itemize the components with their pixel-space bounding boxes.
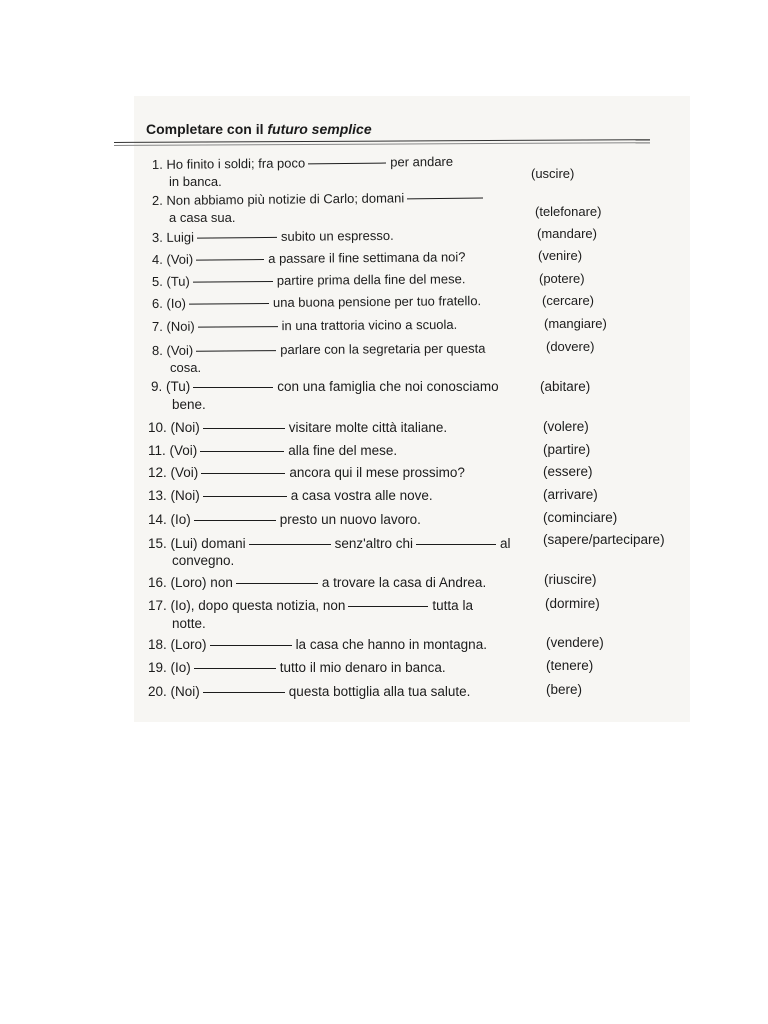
exercise-16	[148, 575, 486, 590]
answer-blank[interactable]	[200, 451, 284, 452]
exercise-number: 14.	[148, 512, 167, 527]
exercise-text: (Io)	[166, 295, 187, 311]
exercise-3	[152, 228, 394, 245]
exercise-number: 18.	[148, 637, 167, 652]
exercise-12	[148, 465, 465, 480]
exercise-text: (Tu)	[166, 273, 190, 289]
exercise-7-verb: (mangiare)	[544, 316, 607, 331]
exercise-1-continuation: in banca.	[169, 174, 222, 189]
answer-blank[interactable]	[189, 303, 269, 305]
exercise-text: (Io)	[170, 660, 191, 675]
exercise-2-continuation: a casa sua.	[169, 210, 236, 225]
exercise-10-verb: (volere)	[543, 419, 589, 434]
answer-blank[interactable]	[416, 544, 496, 545]
exercise-14-verb: (cominciare)	[543, 510, 618, 525]
exercise-12-verb: (essere)	[543, 464, 593, 479]
exercise-text: Non abbiamo più notizie di Carlo; domani	[166, 190, 405, 208]
exercise-17	[148, 598, 473, 613]
exercise-text: parlare con la segretaria per questa	[280, 340, 486, 358]
page-title: Completare con il futuro semplice	[146, 121, 372, 137]
exercise-number: 3.	[151, 229, 163, 245]
exercise-number: 6.	[151, 295, 163, 311]
exercise-text: Luigi	[166, 229, 195, 245]
exercise-text: tutto il mio denaro in banca.	[279, 660, 446, 675]
exercise-text: (Loro) non	[170, 575, 233, 590]
exercise-1-verb: (uscire)	[531, 166, 575, 181]
exercise-text: (Voi)	[166, 342, 194, 358]
exercise-number: 1.	[151, 156, 163, 172]
exercise-6	[152, 293, 481, 311]
exercise-text: (Noi)	[170, 684, 200, 699]
exercise-15-verb: (sapere/partecipare)	[543, 532, 665, 547]
answer-blank[interactable]	[201, 473, 285, 474]
exercise-6-verb: (cercare)	[542, 293, 595, 308]
exercise-8-verb: (dovere)	[546, 339, 595, 354]
exercise-13-verb: (arrivare)	[543, 487, 598, 502]
exercise-number: 4.	[151, 251, 163, 267]
exercise-number: 11.	[148, 443, 166, 458]
answer-blank[interactable]	[407, 198, 483, 200]
answer-blank[interactable]	[308, 163, 386, 165]
exercise-3-verb: (mandare)	[537, 226, 597, 241]
exercise-text: alla fine del mese.	[288, 443, 398, 458]
exercise-text: (Lui) domani	[170, 536, 246, 551]
answer-blank[interactable]	[194, 668, 276, 669]
exercise-text: (Voi)	[166, 251, 194, 267]
answer-blank[interactable]	[198, 326, 278, 328]
exercise-text: (Io), dopo questa notizia, non	[170, 598, 346, 613]
exercise-text: ancora qui il mese prossimo?	[289, 465, 465, 480]
exercise-text: presto un nuovo lavoro.	[279, 512, 421, 527]
exercise-5	[152, 271, 466, 289]
exercise-18	[148, 637, 487, 652]
exercise-number: 9.	[151, 379, 163, 394]
answer-blank[interactable]	[194, 520, 276, 521]
exercise-text: (Loro)	[170, 637, 207, 652]
exercise-16-verb: (riuscire)	[544, 572, 597, 587]
exercise-17-continuation: notte.	[172, 616, 206, 631]
exercise-number: 17.	[148, 598, 167, 613]
exercise-4-verb: (venire)	[538, 248, 583, 263]
exercise-text: tutta la	[432, 598, 473, 613]
exercise-text: con una famiglia che noi conosciamo	[277, 379, 499, 394]
exercise-number: 15.	[148, 536, 167, 551]
exercise-text: (Noi)	[166, 318, 195, 334]
exercise-text: a trovare la casa di Andrea.	[321, 575, 487, 590]
exercise-text: (Io)	[170, 512, 191, 527]
exercise-text: per andare	[390, 153, 454, 170]
exercise-text: subito un espresso.	[280, 227, 394, 244]
exercise-13	[148, 488, 433, 503]
exercise-number: 2.	[151, 192, 163, 208]
exercise-20	[148, 684, 470, 699]
exercise-1	[152, 154, 453, 172]
exercise-number: 5.	[151, 273, 163, 289]
exercise-number: 13.	[148, 488, 167, 503]
exercise-text: visitare molte città italiane.	[288, 420, 448, 435]
exercise-number: 10.	[148, 420, 167, 435]
exercise-text: a casa vostra alle nove.	[290, 488, 433, 503]
exercise-text: partire prima della fine del mese.	[276, 271, 466, 288]
answer-blank[interactable]	[196, 350, 276, 352]
exercise-19-verb: (tenere)	[546, 658, 594, 673]
exercise-11-verb: (partire)	[543, 442, 591, 457]
exercise-2-verb: (telefonare)	[535, 204, 602, 219]
exercise-text: Ho finito i soldi; fra poco	[166, 155, 306, 172]
exercise-19	[148, 660, 446, 675]
exercise-text: una buona pensione per tuo fratello.	[272, 293, 482, 310]
answer-blank[interactable]	[197, 237, 277, 239]
exercise-number: 8.	[151, 342, 163, 358]
exercise-14	[148, 512, 421, 527]
exercise-8-continuation: cosa.	[170, 360, 202, 375]
answer-blank[interactable]	[210, 645, 292, 646]
answer-blank[interactable]	[236, 583, 318, 584]
exercise-text: (Tu)	[166, 379, 191, 394]
answer-blank[interactable]	[203, 496, 287, 497]
answer-blank[interactable]	[196, 259, 264, 261]
answer-blank[interactable]	[249, 544, 331, 545]
answer-blank[interactable]	[193, 387, 273, 388]
exercise-text: in una trattoria vicino a scuola.	[281, 316, 458, 334]
exercise-number: 16.	[148, 575, 167, 590]
exercise-text: a passare il fine settimana da noi?	[268, 249, 466, 266]
exercise-9	[151, 379, 499, 394]
exercise-number: 7.	[151, 318, 163, 334]
exercise-17-verb: (dormire)	[545, 596, 600, 611]
exercise-15	[148, 536, 510, 551]
exercise-8	[152, 341, 486, 358]
exercise-text: (Noi)	[170, 420, 200, 435]
exercise-number: 12.	[148, 465, 167, 480]
exercise-10	[148, 420, 447, 435]
exercise-5-verb: (potere)	[539, 271, 585, 286]
exercise-text: (Voi)	[169, 443, 198, 458]
exercise-11	[148, 443, 397, 458]
exercise-text: (Noi)	[170, 488, 200, 503]
exercise-15-continuation: convegno.	[172, 553, 235, 568]
answer-blank[interactable]	[203, 692, 285, 693]
exercise-9-verb: (abitare)	[540, 379, 591, 394]
exercise-18-verb: (vendere)	[546, 635, 604, 650]
exercise-4	[152, 249, 466, 267]
exercise-9-continuation: bene.	[172, 397, 206, 412]
exercise-text: al	[499, 536, 511, 551]
answer-blank[interactable]	[193, 281, 273, 283]
answer-blank[interactable]	[348, 606, 428, 607]
exercise-text: (Voi)	[170, 465, 199, 480]
exercise-7	[152, 317, 457, 334]
exercise-20-verb: (bere)	[546, 682, 583, 697]
exercise-number: 20.	[148, 684, 167, 699]
exercise-number: 19.	[148, 660, 167, 675]
exercise-text: senz'altro chi	[334, 536, 413, 551]
answer-blank[interactable]	[203, 428, 285, 429]
exercise-text: questa bottiglia alla tua salute.	[288, 684, 471, 699]
exercise-text: la casa che hanno in montagna.	[295, 637, 487, 652]
